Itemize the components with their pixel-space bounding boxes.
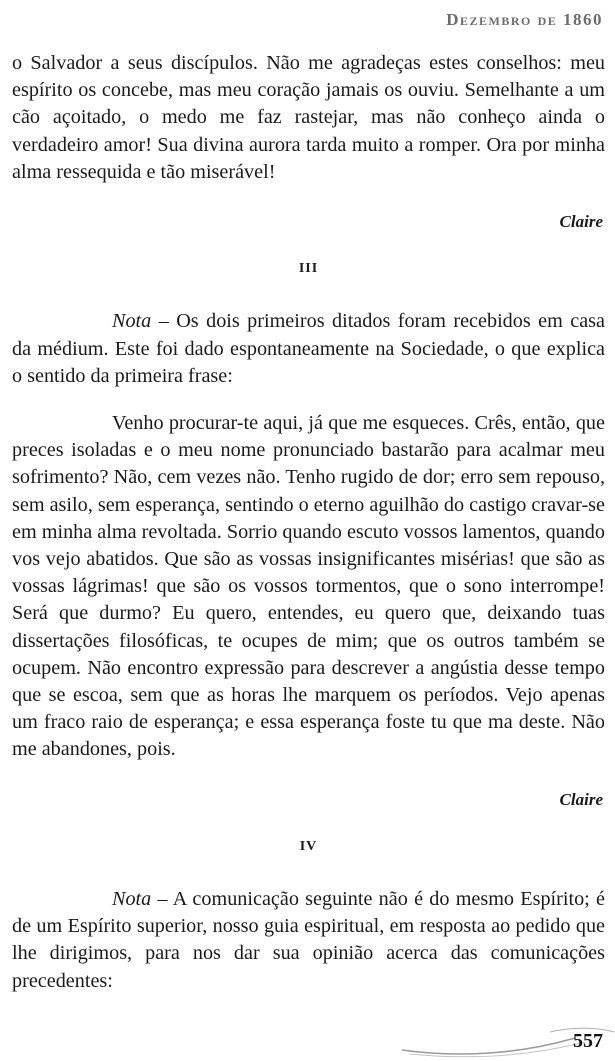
message-paragraph-3: Venho procurar-te aqui, já que me esqueces. Crês, então, que preces isoladas e o meu nome pronunciado bastarão para acalmar meu sofrimento? Não, cem vezes não. Tenho rugido de dor; erro sem repouso, sem asilo, sem esperança, sentindo o eterno aguilhão do castigo cravar-se em minha alma revoltada. Sorrio quando escuto vossos lamentos, quando vos vejo abatidos. Que são as vossas insignificantes misérias! que são as vossas lágrimas! que são os vossos tormentos, que o sono interrompe! Será que durmo? Eu quero, entendes, eu quero que, deixando tuas dissertações filosóficas, te ocupes de mim; que os outros também se ocupem. Não encontro expressão para descrever a angústia desse tempo que se escoa, sem que as horas lhe marquem os períodos. Vejo apenas um fraco raio de esperança; e essa esperança foste tu que ma deste. Não me abandones, pois. [12, 412, 605, 761]
page-number: 557 [573, 1030, 603, 1052]
note-text: – Os dois primeiros ditados foram recebidos em casa da médium. Este foi dado espontaneamente na Sociedade, o que explica o sentido da primeira frase: [12, 310, 605, 387]
note-paragraph-3 [12, 308, 605, 390]
note-text: – A comunicação seguinte não é do mesmo Espírito; é de um Espírito superior, nosso guia espiritual, em resposta ao pedido que lhe dirigimos, para nos dar sua opinião acerca das comunicações precedentes: [12, 888, 605, 992]
note-label: Nota [112, 888, 152, 911]
page-body [12, 50, 605, 995]
signature-claire-2: Claire [559, 789, 603, 809]
note-label: Nota [112, 310, 152, 333]
signature-claire-1: Claire [559, 212, 603, 232]
section-heading-4: IV [299, 838, 318, 854]
paragraph-intro: o Salvador a seus discípulos. Não me agradeças estes conselhos: meu espírito os concebe, mas meu coração jamais os ouviu. Semelhante a um cão açoitado, o medo me faz rastejar, mas não conheço ainda o verdadeiro amor! Sua divina aurora tarda muito a romper. Ora por minha alma ressequida e tão miserável! [12, 52, 605, 183]
note-paragraph-4 [12, 886, 605, 995]
running-head: Dezembro de 1860 [446, 10, 603, 29]
section-heading-3: III [298, 261, 319, 277]
